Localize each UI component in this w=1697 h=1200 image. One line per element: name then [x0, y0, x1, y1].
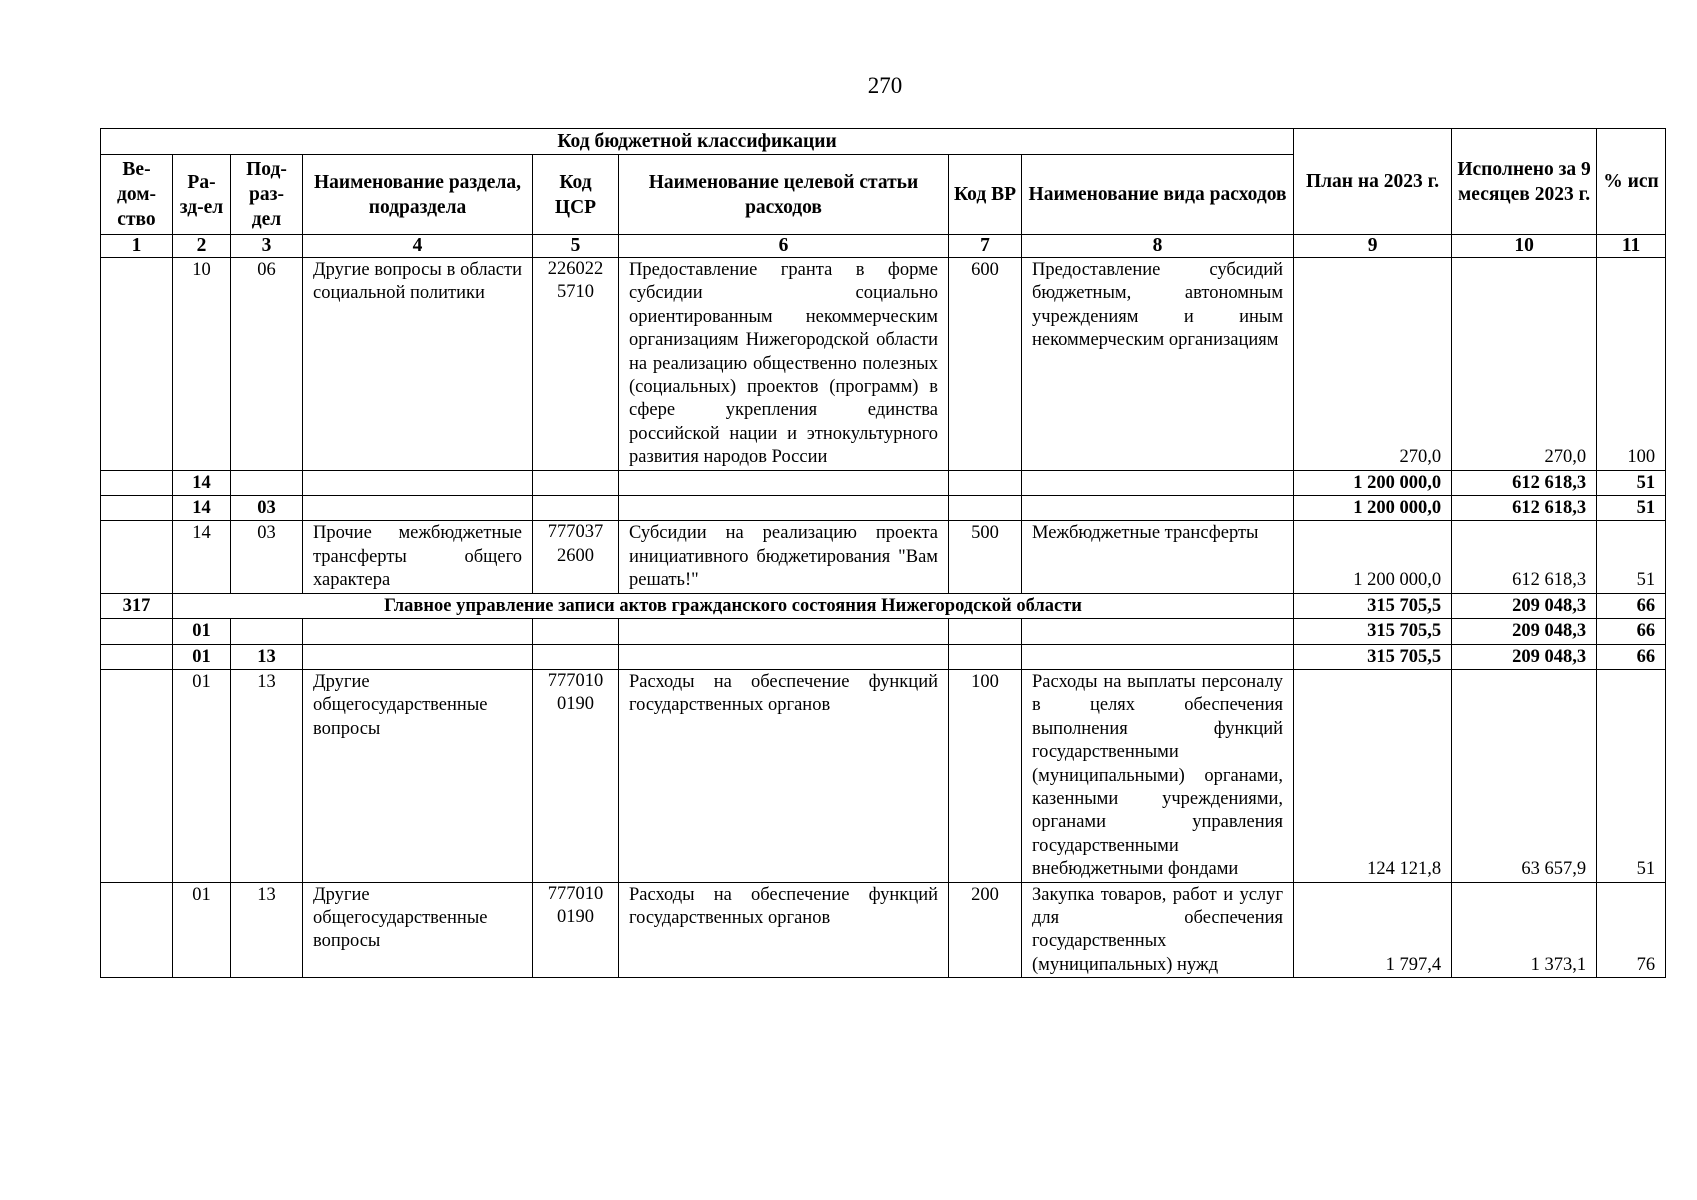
- percent-cell: 51: [1597, 521, 1666, 593]
- plan-cell: 1 200 000,0: [1294, 521, 1452, 593]
- razdel-cell: 14: [173, 470, 231, 495]
- plan-cell: 1 200 000,0: [1294, 470, 1452, 495]
- vr-name-cell: Предоставление субсидий бюджетным, автономным учреждениям и иным некоммерческим организациям: [1022, 258, 1294, 471]
- percent-header: % исп: [1597, 129, 1666, 235]
- csr-cell: 777037 2600: [533, 521, 619, 593]
- table-row: [101, 521, 1666, 593]
- column-number: 10: [1452, 235, 1597, 258]
- vr-cell: [949, 470, 1022, 495]
- plan-cell: 315 705,5: [1294, 644, 1452, 669]
- plan-cell: 315 705,5: [1294, 593, 1452, 618]
- target-name-cell: [619, 496, 949, 521]
- razdel-cell: 01: [173, 619, 231, 644]
- razdel-name-cell: [303, 619, 533, 644]
- column-number: 9: [1294, 235, 1452, 258]
- vr-name-cell: Расходы на выплаты персоналу в целях обеспечения выполнения функций государственными (муниципальными) органами, казенными учреждениями, органами управления государственными внебюджетными фондами: [1022, 669, 1294, 882]
- table-row: [101, 644, 1666, 669]
- header-row-group: [101, 129, 1666, 155]
- vedomstvo-cell: [101, 470, 173, 495]
- razdel-name-cell: [303, 644, 533, 669]
- razdel-cell: 01: [173, 669, 231, 882]
- csr-cell: 777010 0190: [533, 669, 619, 882]
- razdel-name-cell: [303, 470, 533, 495]
- target-name-cell: Субсидии на реализацию проекта инициативного бюджетирования "Вам решать!": [619, 521, 949, 593]
- plan-cell: 1 200 000,0: [1294, 496, 1452, 521]
- razdel-name-cell: [303, 496, 533, 521]
- vr-name-cell: [1022, 619, 1294, 644]
- executed-header: Исполнено за 9 месяцев 2023 г.: [1452, 129, 1597, 235]
- vr-name-cell: Закупка товаров, работ и услуг для обеспечения государственных (муниципальных) нужд: [1022, 882, 1294, 978]
- column-number: 2: [173, 235, 231, 258]
- vr-name-cell: [1022, 470, 1294, 495]
- percent-cell: 51: [1597, 669, 1666, 882]
- podrazdel-cell: 03: [231, 521, 303, 593]
- podrazdel-cell: 13: [231, 644, 303, 669]
- target-name-cell: Расходы на обеспечение функций государственных органов: [619, 882, 949, 978]
- razdel-name-cell: Другие общегосударственные вопросы: [303, 882, 533, 978]
- razdel-cell: 01: [173, 882, 231, 978]
- vr-name-cell: [1022, 644, 1294, 669]
- table-row: [101, 619, 1666, 644]
- column-number: 6: [619, 235, 949, 258]
- vr-cell: 600: [949, 258, 1022, 471]
- agency-row: [101, 593, 1666, 618]
- executed-cell: 612 618,3: [1452, 521, 1597, 593]
- razdel-name-header: Наименование раздела, подраздела: [303, 155, 533, 235]
- target-name-header: Наименование целевой статьи расходов: [619, 155, 949, 235]
- podrazdel-cell: 13: [231, 882, 303, 978]
- vedomstvo-cell: 317: [101, 593, 173, 618]
- vr-name-header: Наименование вида расходов: [1022, 155, 1294, 235]
- column-number: 5: [533, 235, 619, 258]
- csr-header: Код ЦСР: [533, 155, 619, 235]
- csr-cell: 777010 0190: [533, 882, 619, 978]
- csr-cell: [533, 496, 619, 521]
- podrazdel-cell: 03: [231, 496, 303, 521]
- executed-cell: 209 048,3: [1452, 644, 1597, 669]
- podrazdel-header: Под-раз-дел: [231, 155, 303, 235]
- podrazdel-cell: [231, 619, 303, 644]
- vr-cell: [949, 644, 1022, 669]
- vedomstvo-cell: [101, 882, 173, 978]
- vedomstvo-cell: [101, 496, 173, 521]
- vr-cell: 200: [949, 882, 1022, 978]
- budget-code-group-header: Код бюджетной классификации: [101, 129, 1294, 155]
- executed-cell: 1 373,1: [1452, 882, 1597, 978]
- csr-cell: 226022 5710: [533, 258, 619, 471]
- razdel-name-cell: Другие общегосударственные вопросы: [303, 669, 533, 882]
- executed-cell: 209 048,3: [1452, 593, 1597, 618]
- vedomstvo-cell: [101, 521, 173, 593]
- vedomstvo-cell: [101, 669, 173, 882]
- percent-cell: 100: [1597, 258, 1666, 471]
- percent-cell: 66: [1597, 593, 1666, 618]
- executed-cell: 63 657,9: [1452, 669, 1597, 882]
- target-name-cell: [619, 619, 949, 644]
- razdel-name-cell: Прочие межбюджетные трансферты общего характера: [303, 521, 533, 593]
- vr-cell: [949, 496, 1022, 521]
- page-number: 270: [867, 73, 903, 98]
- csr-cell: [533, 644, 619, 669]
- plan-cell: 124 121,8: [1294, 669, 1452, 882]
- column-numbers-row: [101, 235, 1666, 258]
- table-row: [101, 470, 1666, 495]
- vr-cell: 100: [949, 669, 1022, 882]
- percent-cell: 51: [1597, 496, 1666, 521]
- column-number: 1: [101, 235, 173, 258]
- vr-name-cell: [1022, 496, 1294, 521]
- podrazdel-cell: 06: [231, 258, 303, 471]
- executed-cell: 209 048,3: [1452, 619, 1597, 644]
- razdel-cell: 01: [173, 644, 231, 669]
- podrazdel-cell: 13: [231, 669, 303, 882]
- razdel-header: Ра-зд-ел: [173, 155, 231, 235]
- percent-cell: 66: [1597, 619, 1666, 644]
- vr-name-cell: Межбюджетные трансферты: [1022, 521, 1294, 593]
- razdel-cell: 10: [173, 258, 231, 471]
- target-name-cell: [619, 644, 949, 669]
- percent-cell: 51: [1597, 470, 1666, 495]
- column-number: 3: [231, 235, 303, 258]
- plan-cell: 315 705,5: [1294, 619, 1452, 644]
- table-row: [101, 258, 1666, 471]
- column-number: 4: [303, 235, 533, 258]
- column-number: 11: [1597, 235, 1666, 258]
- csr-cell: [533, 470, 619, 495]
- executed-cell: 612 618,3: [1452, 470, 1597, 495]
- column-number: 8: [1022, 235, 1294, 258]
- percent-cell: 66: [1597, 644, 1666, 669]
- column-number: 7: [949, 235, 1022, 258]
- podrazdel-cell: [231, 470, 303, 495]
- vr-header: Код ВР: [949, 155, 1022, 235]
- vedomstvo-cell: [101, 258, 173, 471]
- agency-name-cell: Главное управление записи актов гражданского состояния Нижегородской области: [173, 593, 1294, 618]
- csr-cell: [533, 619, 619, 644]
- target-name-cell: [619, 470, 949, 495]
- plan-cell: 1 797,4: [1294, 882, 1452, 978]
- plan-cell: 270,0: [1294, 258, 1452, 471]
- razdel-cell: 14: [173, 521, 231, 593]
- vr-cell: 500: [949, 521, 1022, 593]
- plan-header: План на 2023 г.: [1294, 129, 1452, 235]
- percent-cell: 76: [1597, 882, 1666, 978]
- razdel-name-cell: Другие вопросы в области социальной политики: [303, 258, 533, 471]
- vedomstvo-cell: [101, 644, 173, 669]
- vedomstvo-header: Ве-дом-ство: [101, 155, 173, 235]
- executed-cell: 270,0: [1452, 258, 1597, 471]
- budget-table: [100, 128, 1666, 978]
- table-row: [101, 882, 1666, 978]
- razdel-cell: 14: [173, 496, 231, 521]
- vr-cell: [949, 619, 1022, 644]
- vedomstvo-cell: [101, 619, 173, 644]
- target-name-cell: Предоставление гранта в форме субсидии социально ориентированным некоммерческим организациям Нижегородской области на реализацию общественно полезных (социальных) проектов (программ) в сфере укрепления единства российской нации и этнокультурного развития народов России: [619, 258, 949, 471]
- executed-cell: 612 618,3: [1452, 496, 1597, 521]
- table-row: [101, 496, 1666, 521]
- table-row: [101, 669, 1666, 882]
- target-name-cell: Расходы на обеспечение функций государственных органов: [619, 669, 949, 882]
